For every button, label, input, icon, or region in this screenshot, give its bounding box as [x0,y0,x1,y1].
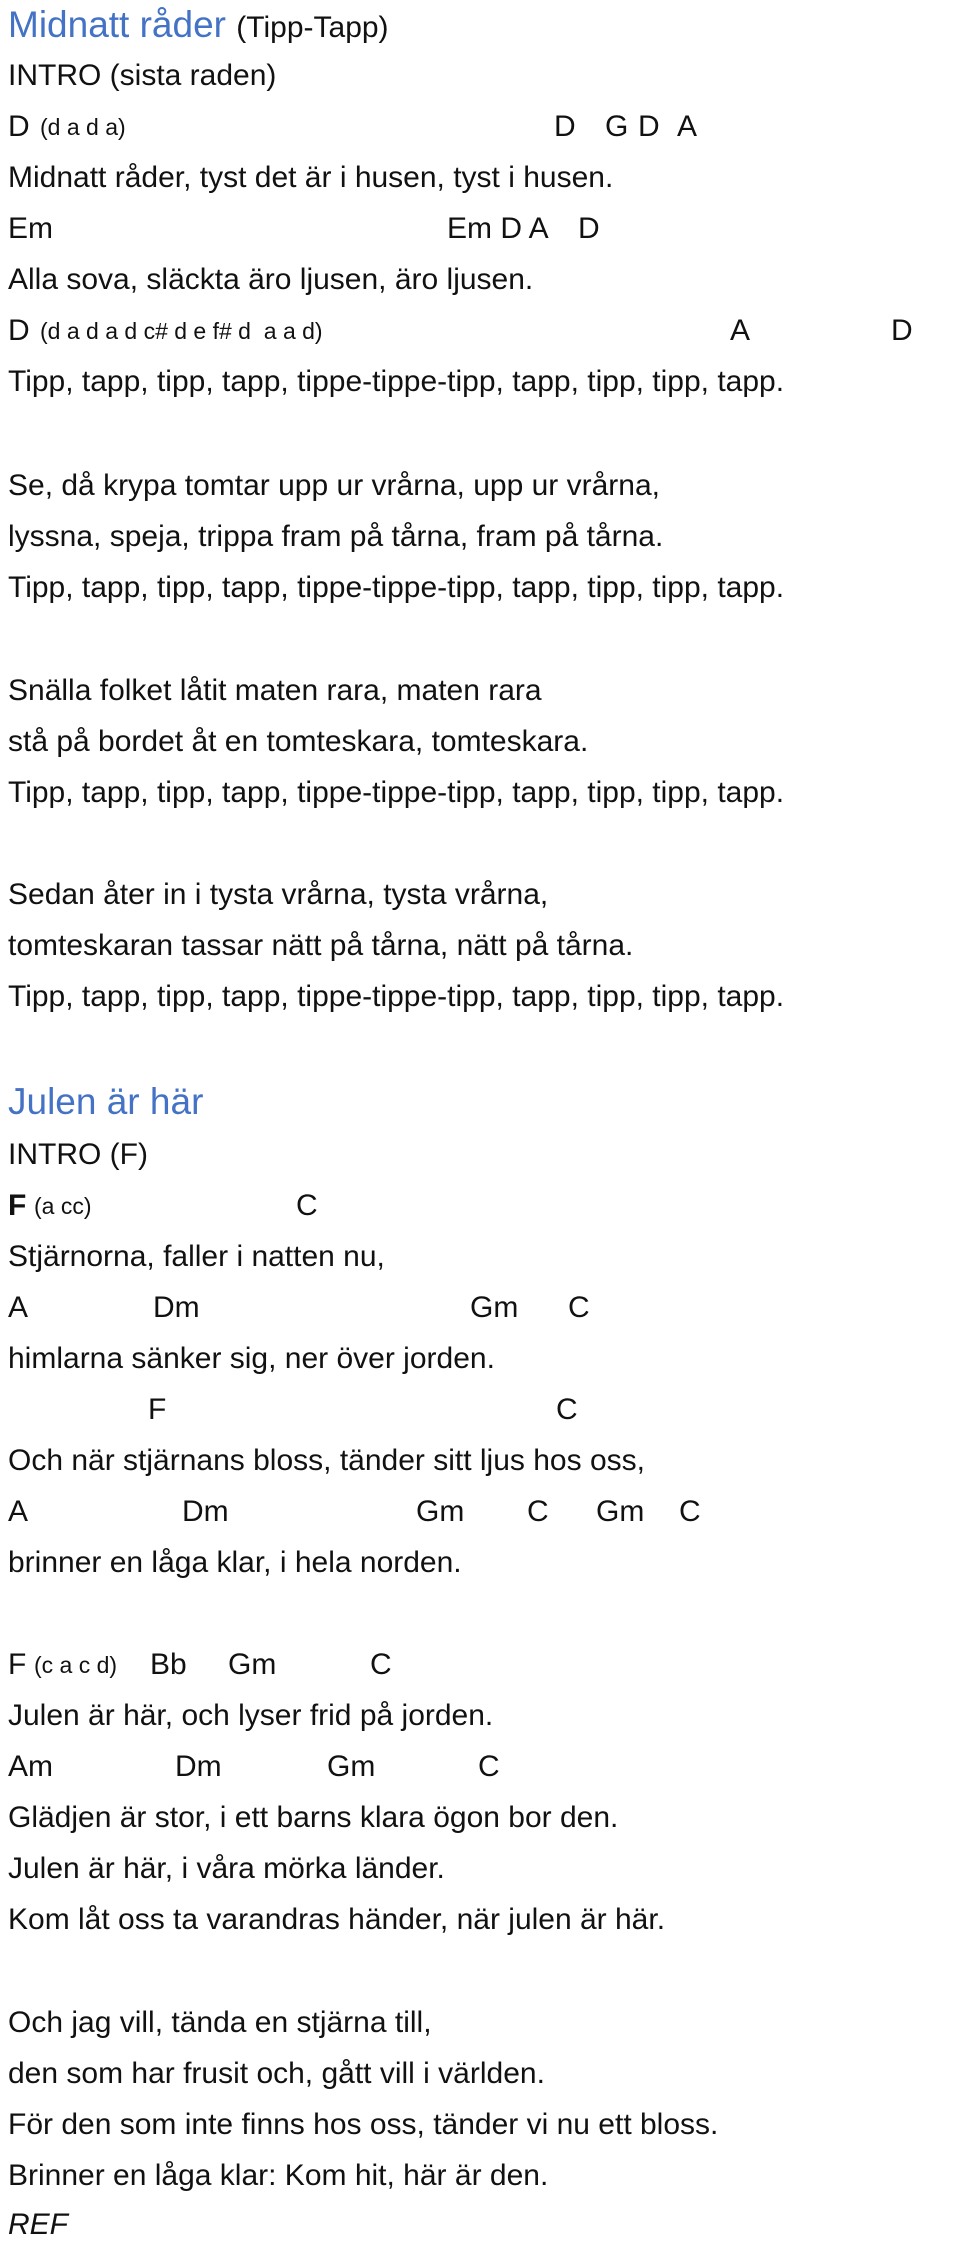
chord-line [0,1487,960,1537]
chord: Em D A [447,212,549,245]
chord: C [478,1750,500,1783]
chord: Gm [327,1750,376,1783]
chord-line [0,1385,960,1435]
lyric-line: Snälla folket låtit maten rara, maten rara [8,674,542,707]
song-title-text: Midnatt råder [8,4,226,45]
chord-notes: (c a c d) [34,1652,118,1678]
chord-line [0,204,960,254]
chord-line [0,1640,960,1690]
chord: Gm [416,1495,465,1528]
chord: Em [8,212,53,245]
lyric-line: Alla sova, släckta äro ljusen, äro ljusen. [8,263,534,296]
chord: D [8,110,30,143]
lyric-line: Kom låt oss ta varandras händer, när julen är här. [8,1903,666,1936]
lyric-line: Och jag vill, tända en stjärna till, [8,2006,432,2039]
lyric-line: Tipp, tapp, tipp, tapp, tippe-tippe-tipp, tapp, tipp, tipp, tapp. [8,571,785,604]
chord: C [568,1291,590,1324]
chord: Am [8,1750,53,1783]
chord: D [554,110,576,143]
lyric-line: Och när stjärnans bloss, tänder sitt ljus hos oss, [8,1444,645,1477]
chord: Gm [228,1648,277,1681]
lyric-line: lyssna, speja, trippa fram på tårna, fram på tårna. [8,520,664,553]
chord: C [679,1495,701,1528]
chord: Bb [150,1648,187,1681]
chord: C [296,1189,318,1222]
chord: D [8,314,30,347]
lyric-line: Sedan åter in i tysta vrårna, tysta vrårna, [8,878,549,911]
refrain-marker: REF [8,2208,68,2241]
chord: F [8,1648,27,1681]
chord: A [730,314,751,347]
chord: C [370,1648,392,1681]
lyric-line: himlarna sänker sig, ner över jorden. [8,1342,495,1375]
lyric-line: tomteskaran tassar nätt på tårna, nätt på tårna. [8,929,634,962]
lyric-line: Tipp, tapp, tipp, tapp, tippe-tippe-tipp, tapp, tipp, tipp, tapp. [8,365,785,398]
chord: C [527,1495,549,1528]
lyric-line: Brinner en låga klar: Kom hit, här är den. [8,2159,549,2192]
chord: G [605,110,629,143]
chord: Dm [182,1495,229,1528]
lyric-line: Se, då krypa tomtar upp ur vrårna, upp ur vrårna, [8,469,660,502]
chord: D [578,212,600,245]
chord: F [148,1393,167,1426]
chord: Gm [596,1495,645,1528]
chord: Dm [175,1750,222,1783]
chord: A [8,1291,29,1324]
lyric-line: brinner en låga klar, i hela norden. [8,1546,462,1579]
chord: D [891,314,913,347]
chord-notes: (d a d a d c# d e f# d a a d) [40,318,323,344]
lyric-line: Tipp, tapp, tipp, tapp, tippe-tippe-tipp, tapp, tipp, tipp, tapp. [8,776,785,809]
lyric-line: Midnatt råder, tyst det är i husen, tyst i husen. [8,161,614,194]
chord-line [0,1181,960,1231]
lyric-line: Tipp, tapp, tipp, tapp, tippe-tippe-tipp, tapp, tipp, tipp, tapp. [8,980,785,1013]
song-title: Julen är här [8,1081,204,1122]
lyric-line: Glädjen är stor, i ett barns klara ögon bor den. [8,1801,619,1834]
chord-line [0,102,960,152]
chord: A [8,1495,29,1528]
chord: A [677,110,698,143]
lyric-line: Julen är här, och lyser frid på jorden. [8,1699,494,1732]
lyric-line: stå på bordet åt en tomteskara, tomteskara. [8,725,589,758]
intro-line: INTRO (sista raden) [8,59,277,92]
song-title [8,0,389,50]
chord: Dm [153,1291,200,1324]
chord-notes: (a cc) [34,1193,92,1219]
chord-line [0,306,960,356]
lyric-line: den som har frusit och, gått vill i världen. [8,2057,545,2090]
lyric-line: För den som inte finns hos oss, tänder vi nu ett bloss. [8,2108,719,2141]
chord: D [638,110,660,143]
chord-notes: (d a d a) [40,114,126,140]
song-subtitle: (Tipp-Tapp) [236,11,389,44]
lyric-line: Stjärnorna, faller i natten nu, [8,1240,385,1273]
chord: F [8,1189,27,1222]
chord: Gm [470,1291,519,1324]
chord-line [0,1283,960,1333]
lyric-line: Julen är här, i våra mörka länder. [8,1852,445,1885]
intro-line: INTRO (F) [8,1138,148,1171]
chord: C [556,1393,578,1426]
chord-line [0,1742,960,1792]
